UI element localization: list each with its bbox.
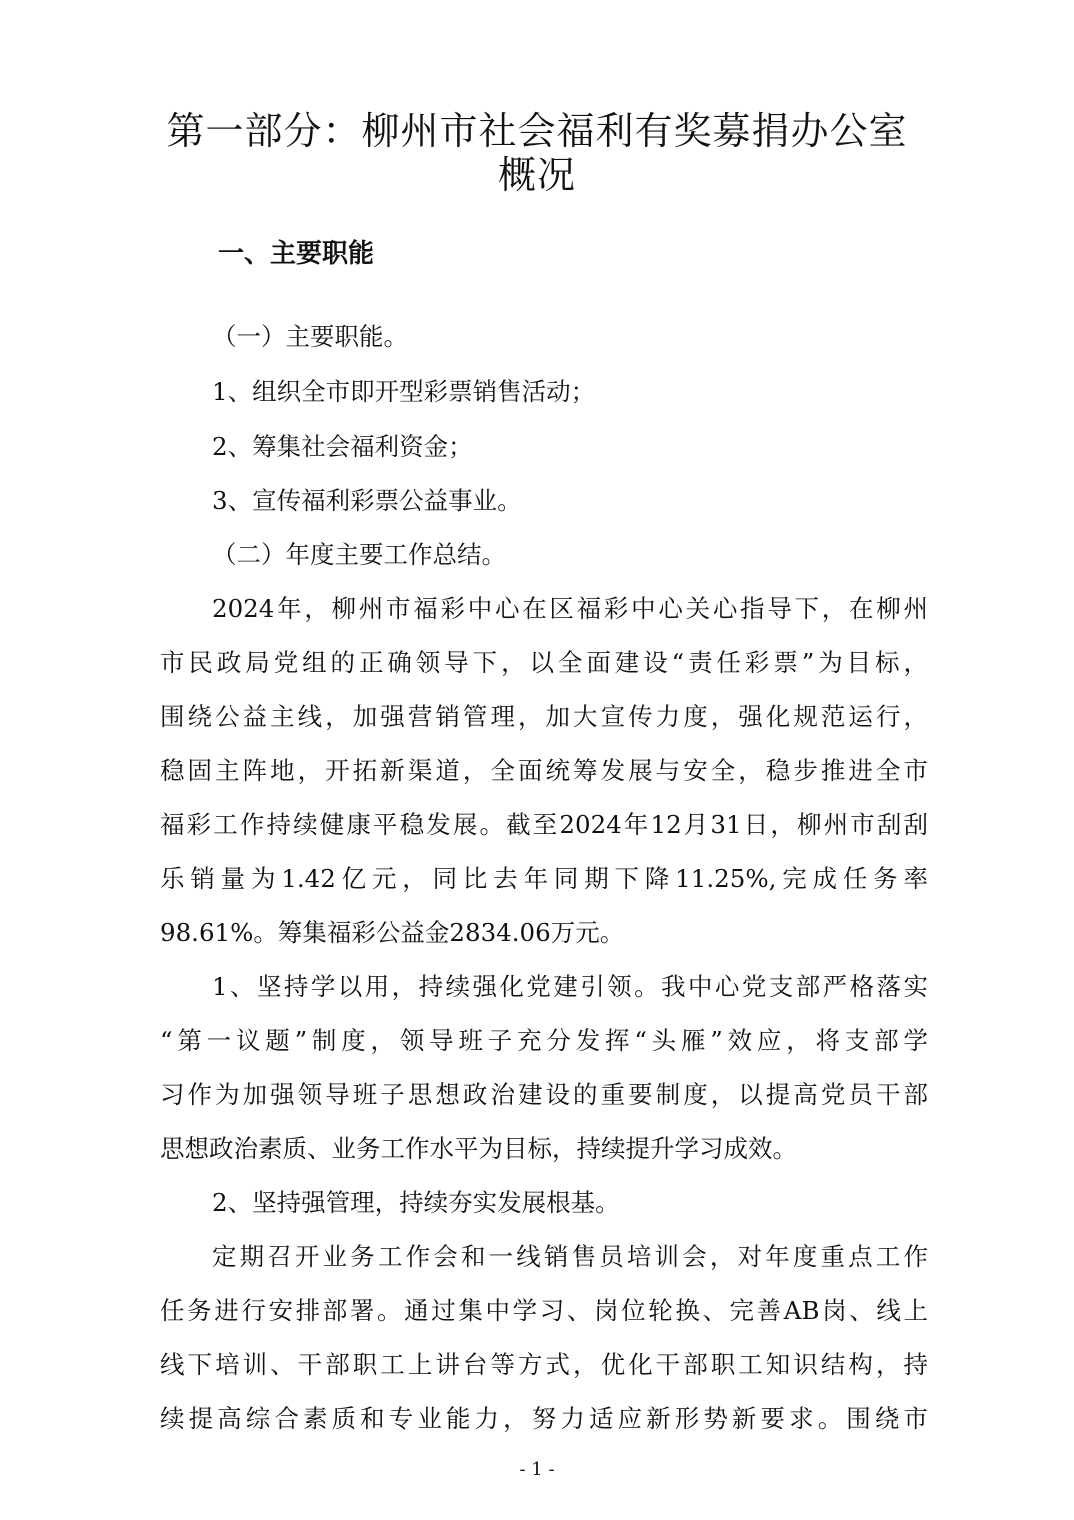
- paragraph-line: 福彩工作持续健康平稳发展。截至2024年12月31日，柳州市刮刮: [160, 810, 928, 839]
- document-title-line-2: 概况: [497, 153, 576, 197]
- paragraph-line: 乐销量为1.42亿元，同比去年同期下降11.25%,完成任务率: [160, 864, 928, 893]
- paragraph-heading: 2、坚持强管理，持续夯实发展根基。: [212, 1188, 620, 1217]
- paragraph-line: 定期召开业务工作会和一线销售员培训会，对年度重点工作: [212, 1242, 928, 1271]
- paragraph-line: 围绕公益主线，加强营销管理，加大宣传力度，强化规范运行，: [160, 702, 928, 731]
- document-title-line-1: 第一部分：柳州市社会福利有奖募捐办公室: [166, 109, 908, 153]
- page-number: - 1 -: [519, 1459, 555, 1480]
- section-heading: 一、主要职能: [218, 239, 375, 269]
- paragraph-line: 市民政局党组的正确领导下，以全面建设“责任彩票”为目标，: [160, 648, 928, 677]
- paragraph-line: 1、坚持学以用，持续强化党建引领。我中心党支部严格落实: [212, 972, 928, 1001]
- paragraph-line: 2024年，柳州市福彩中心在区福彩中心关心指导下，在柳州: [212, 594, 928, 623]
- paragraph-line: 续提高综合素质和专业能力，努力适应新形势新要求。围绕市: [160, 1404, 928, 1433]
- function-item-3: 3、宣传福利彩票公益事业。: [212, 486, 522, 515]
- paragraph-line: 任务进行安排部署。通过集中学习、岗位轮换、完善AB岗、线上: [160, 1296, 928, 1325]
- paragraph-line: 思想政治素质、业务工作水平为目标，持续提升学习成效。: [160, 1134, 797, 1163]
- subsection-heading-functions: （一）主要职能。: [212, 322, 408, 351]
- function-item-1: 1、组织全市即开型彩票销售活动；: [212, 377, 596, 406]
- function-item-2: 2、筹集社会福利资金；: [212, 432, 473, 461]
- paragraph-line: “第一议题”制度，领导班子充分发挥“头雁”效应，将支部学: [160, 1026, 928, 1055]
- paragraph-line: 线下培训、干部职工上讲台等方式，优化干部职工知识结构，持: [160, 1350, 928, 1379]
- paragraph-line: 习作为加强领导班子思想政治建设的重要制度，以提高党员干部: [160, 1080, 928, 1109]
- paragraph-line: 稳固主阵地，开拓新渠道，全面统筹发展与安全，稳步推进全市: [160, 756, 928, 785]
- paragraph-line: 98.61%。筹集福彩公益金2834.06万元。: [160, 918, 625, 947]
- subsection-heading-summary: （二）年度主要工作总结。: [212, 540, 506, 569]
